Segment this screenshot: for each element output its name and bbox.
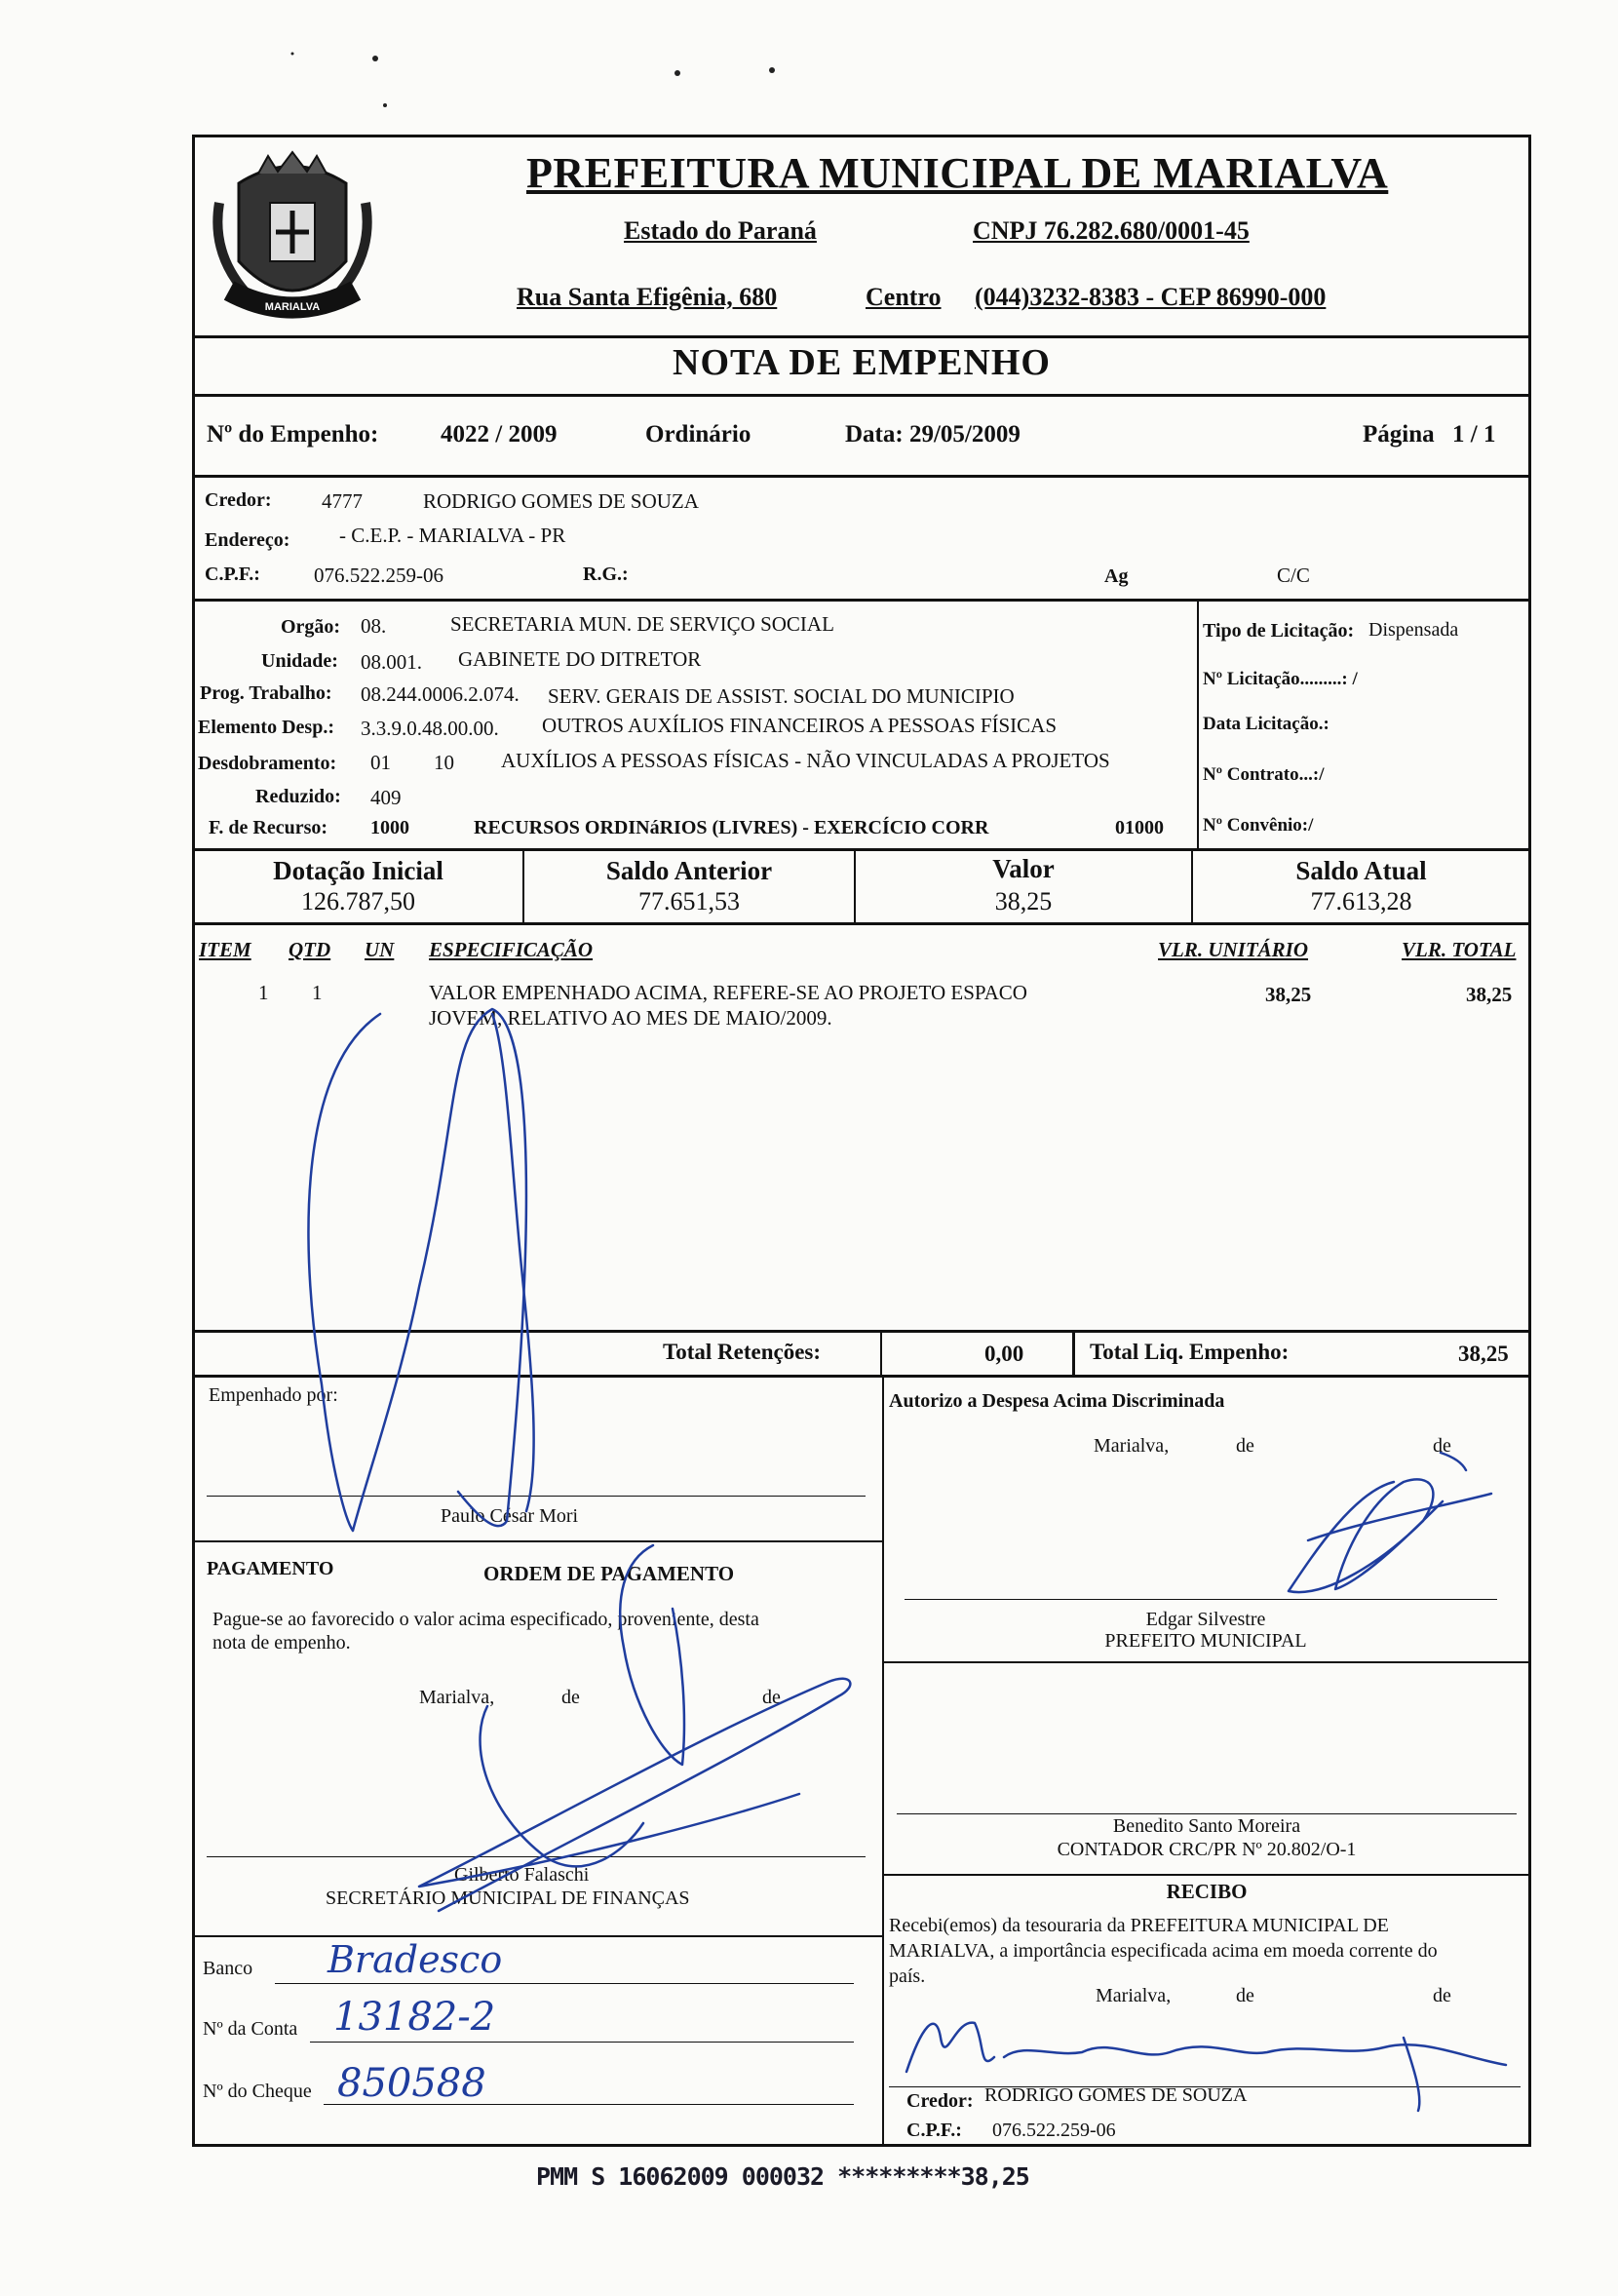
item-description-line2: JOVEM, RELATIVO AO MES DE MAIO/2009.: [429, 1006, 832, 1030]
item-description-line1: VALOR EMPENHADO ACIMA, REFERE-SE AO PROJETO ESPACO: [429, 981, 1027, 1004]
prefeito-role: PREFEITO MUNICIPAL: [1104, 1630, 1307, 1652]
recurso-number: 01000: [1115, 817, 1164, 838]
unidade-code: 08.001.: [361, 650, 422, 674]
cc-label: C/C: [1277, 564, 1310, 587]
page-number: 1 / 1: [1452, 421, 1496, 448]
col-vlr-total: VLR. TOTAL: [1402, 938, 1517, 961]
secretario-role: SECRETÁRIO MUNICIPAL DE FINANÇAS: [326, 1887, 690, 1909]
col-qtd: QTD: [289, 938, 331, 961]
banco-handwritten: Bradesco: [327, 1938, 503, 1981]
credor-code: 4777: [322, 489, 363, 513]
svg-text:MARIALVA: MARIALVA: [264, 301, 321, 313]
recibo-text-line3: país.: [889, 1965, 926, 1987]
ordem-pagamento-title: ORDEM DE PAGAMENTO: [483, 1562, 735, 1585]
empenhado-name: Paulo César Mori: [441, 1505, 579, 1527]
saldo-atual-label: Saldo Atual: [1295, 856, 1427, 885]
convenio-number: Nº Convênio:/: [1203, 815, 1314, 836]
desdobramento-a: 01: [370, 751, 391, 774]
elemento-code: 3.3.9.0.48.00.00.: [361, 717, 499, 740]
empenho-type: Ordinário: [645, 421, 751, 448]
col-especificacao: ESPECIFICAÇÃO: [429, 938, 594, 961]
autorizo-city: Marialva,: [1094, 1435, 1170, 1457]
valor-label: Valor: [992, 854, 1055, 883]
liq-empenho-label: Total Liq. Empenho:: [1090, 1340, 1290, 1364]
item-number: 1: [258, 981, 269, 1004]
prefeito-signature: [1289, 1453, 1491, 1592]
orgao-name: SECRETARIA MUN. DE SERVIÇO SOCIAL: [450, 612, 834, 636]
empenhado-signature: [308, 1009, 533, 1531]
recibo-text-line1: Recebi(emos) da tesouraria da PREFEITURA MUNICIPAL DE: [889, 1915, 1389, 1936]
state-name: Estado do Paraná: [624, 216, 817, 245]
saldo-anterior-label: Saldo Anterior: [605, 856, 773, 885]
desdobramento-label: Desdobramento:: [198, 753, 337, 774]
item-qtd: 1: [312, 981, 323, 1004]
retencoes-value: 0,00: [984, 1342, 1024, 1366]
recibo-city: Marialva,: [1096, 1985, 1172, 2006]
recurso-name: RECURSOS ORDINáRIOS (LIVRES) - EXERCÍCIO CORR: [474, 817, 989, 838]
col-vlr-unitario: VLR. UNITÁRIO: [1158, 938, 1309, 961]
contract-number: Nº Contrato...:/: [1203, 764, 1325, 785]
banco-label: Banco: [203, 1958, 253, 1979]
pagamento-de1: de: [561, 1687, 580, 1708]
prog-code: 08.244.0006.2.074.: [361, 682, 520, 706]
address: Rua Santa Efigênia, 680: [517, 283, 778, 311]
orgao-label: Orgão:: [281, 616, 341, 638]
pagamento-text-line2: nota de empenho.: [212, 1632, 351, 1654]
empenho-label: Nº do Empenho:: [207, 421, 379, 448]
retencoes-label: Total Retenções:: [663, 1340, 822, 1364]
saldo-anterior-value: 77.651,53: [638, 887, 740, 915]
item-unit-value: 38,25: [1265, 983, 1312, 1006]
prefeitura-title: PREFEITURA MUNICIPAL DE MARIALVA: [526, 149, 1389, 197]
document-title: NOTA DE EMPENHO: [673, 342, 1051, 383]
phone-cep: (044)3232-8383 - CEP 86990-000: [975, 283, 1327, 311]
licitacao-number: Nº Licitação.........: /: [1203, 669, 1358, 689]
recibo-title: RECIBO: [1166, 1880, 1248, 1903]
orgao-code: 08.: [361, 614, 387, 638]
recibo-de2: de: [1433, 1985, 1451, 2006]
cheque-label: Nº do Cheque: [203, 2081, 312, 2102]
col-un: UN: [365, 938, 395, 961]
pagamento-text-line1: Pague-se ao favorecido o valor acima especificado, proveniente, desta: [212, 1609, 759, 1630]
cpf-label: C.P.F.:: [205, 564, 260, 585]
reduzido-value: 409: [370, 786, 402, 809]
dotacao-label: Dotação Inicial: [273, 856, 443, 885]
secretario-signature: [419, 1545, 850, 1911]
district: Centro: [866, 283, 942, 311]
contador-role: CONTADOR CRC/PR Nº 20.802/O-1: [1057, 1839, 1357, 1860]
liq-empenho-value: 38,25: [1458, 1342, 1509, 1366]
elemento-label: Elemento Desp.:: [198, 717, 334, 738]
autorizo-de1: de: [1236, 1435, 1254, 1457]
credor-name: RODRIGO GOMES DE SOUZA: [423, 489, 699, 513]
contador-name: Benedito Santo Moreira: [1112, 1815, 1301, 1837]
empenho-date: Data: 29/05/2009: [845, 421, 1021, 448]
licitacao-type-value: Dispensada: [1368, 619, 1459, 641]
dotacao-value: 126.787,50: [301, 887, 415, 915]
elemento-name: OUTROS AUXÍLIOS FINANCEIROS A PESSOAS FÍSICAS: [542, 714, 1058, 737]
pagamento-title: PAGAMENTO: [207, 1558, 334, 1579]
recibo-credor-label: Credor:: [906, 2090, 974, 2112]
conta-label: Nº da Conta: [203, 2018, 298, 2040]
prefeito-name: Edgar Silvestre: [1145, 1609, 1266, 1630]
cheque-handwritten: 850588: [337, 2061, 486, 2106]
credor-label: Credor:: [205, 489, 272, 511]
pagamento-city: Marialva,: [419, 1687, 495, 1708]
reduzido-label: Reduzido:: [255, 786, 341, 807]
recibo-de1: de: [1236, 1985, 1254, 2006]
prog-label: Prog. Trabalho:: [200, 682, 332, 704]
item-total-value: 38,25: [1466, 983, 1513, 1006]
autorizo-title: Autorizo a Despesa Acima Discriminada: [889, 1390, 1225, 1412]
recibo-credor-name: RODRIGO GOMES DE SOUZA: [984, 2084, 1248, 2106]
credor-address: - C.E.P. - MARIALVA - PR: [339, 524, 566, 547]
empenho-number: 4022 / 2009: [441, 421, 558, 448]
conta-handwritten: 13182-2: [333, 1995, 496, 2040]
recibo-cpf-value: 076.522.259-06: [992, 2120, 1116, 2141]
recurso-label: F. de Recurso:: [209, 817, 328, 838]
desdobramento-name: AUXÍLIOS A PESSOAS FÍSICAS - NÃO VINCULADAS A PROJETOS: [501, 749, 1110, 772]
autorizo-de2: de: [1433, 1435, 1451, 1457]
page-label: Página: [1363, 421, 1435, 448]
licitacao-date: Data Licitação.:: [1203, 714, 1329, 734]
col-item: ITEM: [199, 938, 251, 961]
recibo-cpf-label: C.P.F.:: [906, 2120, 962, 2141]
unidade-label: Unidade:: [261, 650, 338, 672]
secretario-name: Gilberto Falaschi: [454, 1864, 590, 1886]
desdobramento-b: 10: [434, 751, 454, 774]
scan-specks: [291, 53, 776, 108]
recurso-code: 1000: [370, 817, 409, 838]
prog-name: SERV. GERAIS DE ASSIST. SOCIAL DO MUNICIPIO: [548, 684, 1015, 708]
payment-stamp: PMM S 16062009 000032 *********38,25: [536, 2162, 1029, 2191]
recibo-text-line2: MARIALVA, a importância especificada acima em moeda corrente do: [889, 1940, 1438, 1962]
saldo-atual-value: 77.613,28: [1310, 887, 1412, 915]
rg-label: R.G.:: [583, 564, 629, 585]
unidade-name: GABINETE DO DITRETOR: [458, 647, 702, 671]
pagamento-de2: de: [762, 1687, 781, 1708]
cnpj: CNPJ 76.282.680/0001-45: [973, 216, 1250, 245]
licitacao-type-label: Tipo de Licitação:: [1203, 620, 1355, 642]
valor-value: 38,25: [994, 887, 1053, 915]
empenhado-label: Empenhado por:: [209, 1384, 338, 1406]
ag-label: Ag: [1104, 565, 1129, 587]
credor-signature: [906, 2023, 1506, 2111]
credor-cpf: 076.522.259-06: [314, 564, 443, 587]
address-label: Endereço:: [205, 529, 290, 551]
